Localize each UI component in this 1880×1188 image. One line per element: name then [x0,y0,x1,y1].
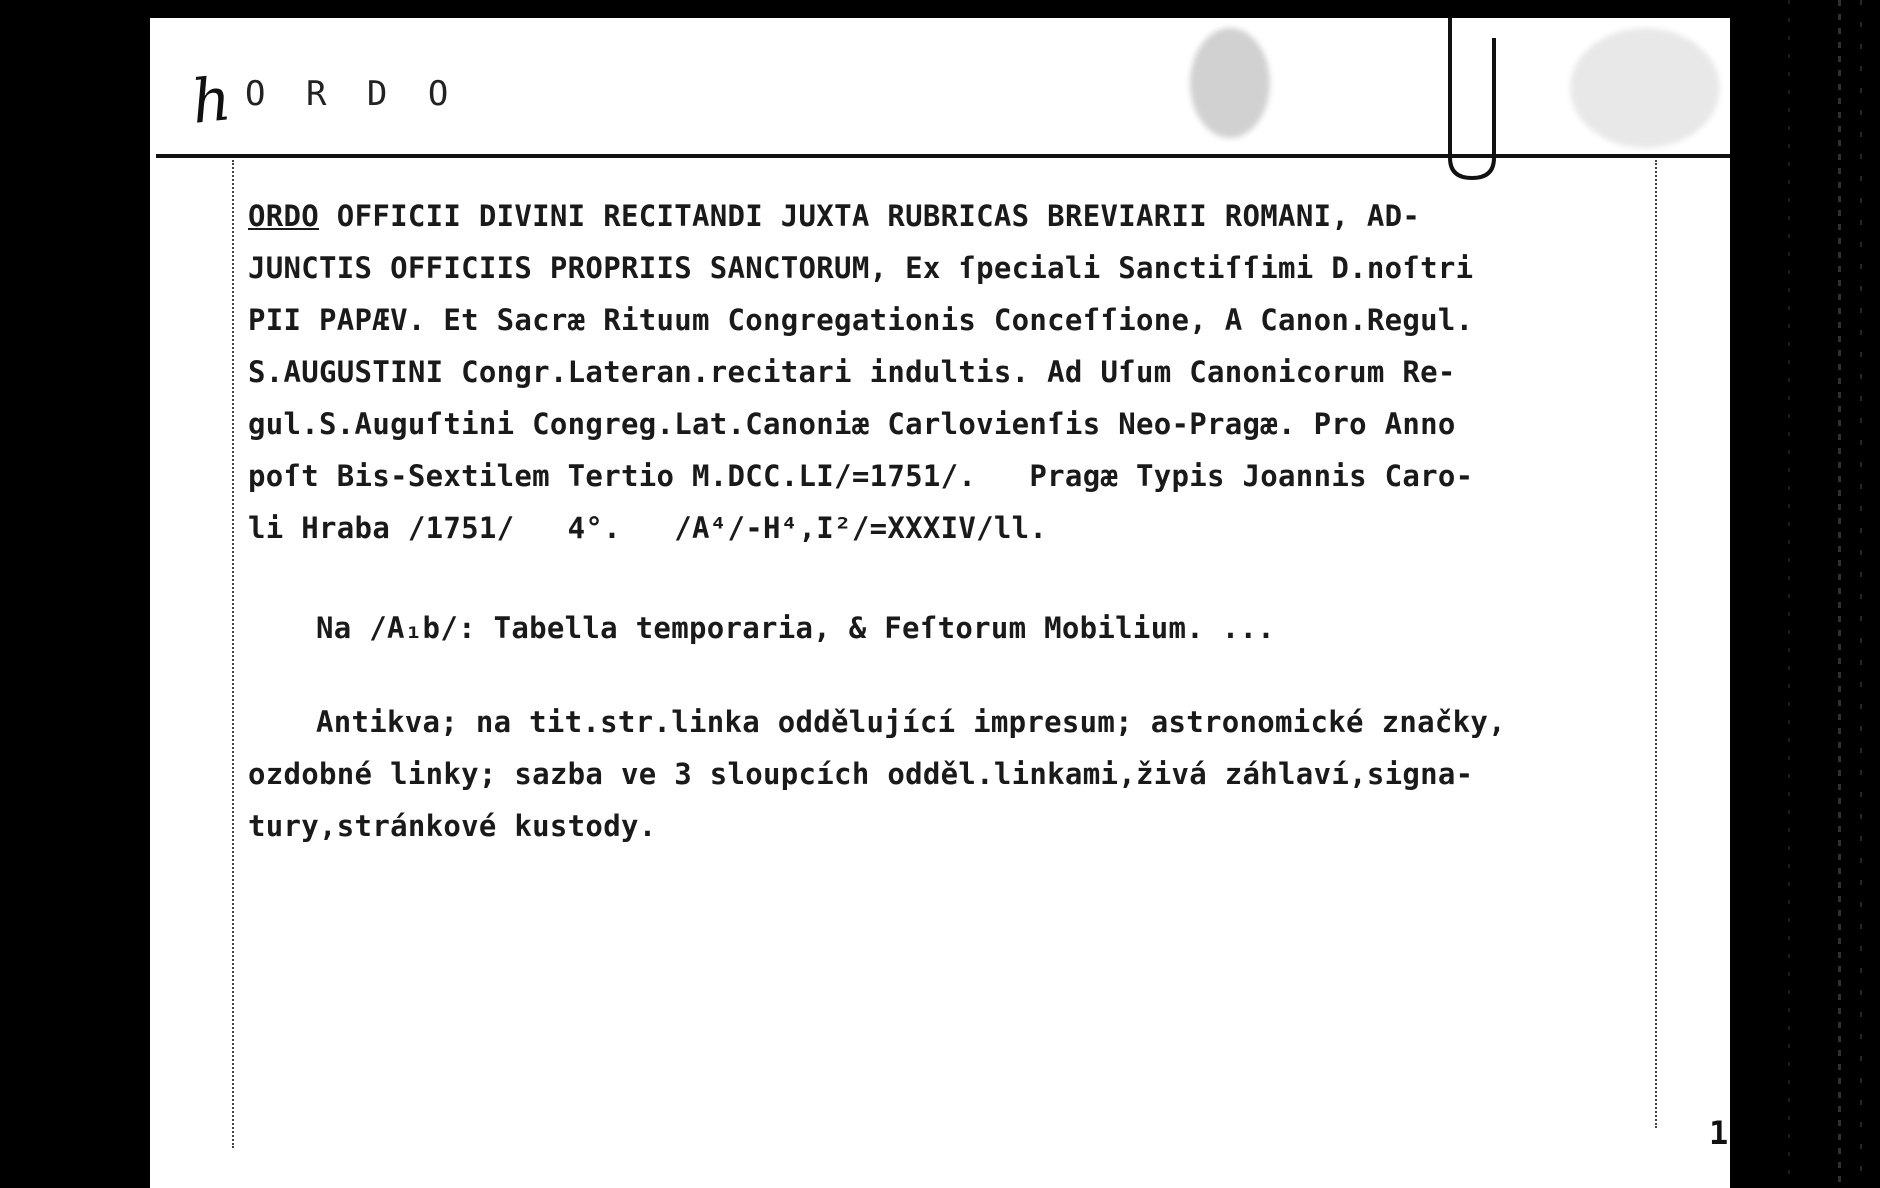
bibliographic-entry [248,190,1648,554]
entry-text: OFFICII DIVINI RECITANDI JUXTA RUBRICAS BREVIARII ROMANI, AD- JUNCTIS OFFICIIS PROPRIIS SANCTORUM, Ex ſpeciali Sanctiſſimi D.noſtri PII PAPÆV. Et Sacræ Rituum Congregationis Conceſſione, A Canon.Regul. S.AUGUSTINI Congr.Lateran.recitari indultis. Ad Uſum Canonicorum Re- gul.S.Auguſtini Congreg.Lat.Canoniæ Carlovienſis Neo-Pragæ. Pro Anno poſt Bis-Sextilem Tertio M.DCC.LI/=1751/. Pragæ Typis Joannis Caro- li Hraba /1751/ 4°. /A⁴/-H⁴,I²/=XXXIV/ll. [248,199,1474,545]
content-note: Na /A₁b/: Tabella temporaria, & Feſtorum Mobilium. ... [316,611,1276,645]
scan-streak [1788,0,1790,1188]
left-margin-rule [232,160,234,1148]
typography-note-line1: Antikva; na tit.str.linka oddělující impresum; astronomické značky, [316,705,1506,739]
paper-clip-icon [1440,18,1510,183]
page-number: 1 [1709,1114,1729,1152]
scan-streak [1860,0,1862,1188]
card-body [248,190,1648,852]
scan-streak [1838,0,1841,1188]
right-margin-rule [1655,160,1657,1128]
typography-note-rest: ozdobné linky; sazba ve 3 sloupcích odděl.linkami,živá záhlaví,signa- tury,stránkové kustody. [248,757,1474,843]
header-word: O R D O [245,74,459,114]
scan-smudge [1570,28,1720,148]
title-keyword: ORDO [248,199,320,233]
typography-note [248,696,1648,852]
scan-smudge [1190,28,1270,138]
catalog-card [150,18,1730,1188]
handwritten-mark: h [188,64,235,138]
top-rule [156,154,1730,158]
